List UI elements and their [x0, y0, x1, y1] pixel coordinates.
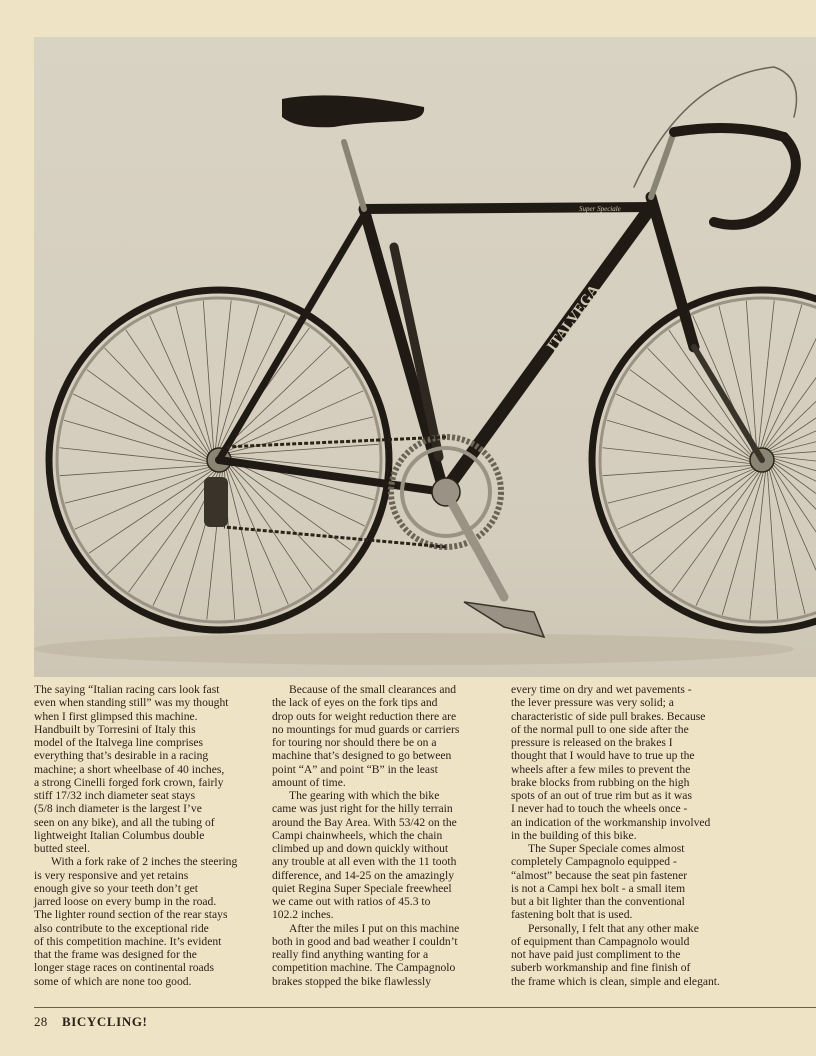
bicycle-photo [34, 37, 816, 677]
spoke [648, 348, 754, 459]
spoke [126, 330, 212, 457]
down-tube-decal: ITALVEGA [544, 282, 603, 355]
spoke [669, 330, 755, 457]
paragraph: With a fork rake of 2 inches the steering is very responsive and yet retains enough give so your teeth don’t get jarred loose on every bump in the road. The lighter round section of the rear stays also contribute to the exceptional ride of this competition machine. It’s evident that the frame was designed for the longer stage races on continental roads some of which are none too good. [34, 855, 238, 988]
paragraph: The gearing with which the bike came was just right for the hilly terrain around the Bay Area. With 53/42 on the Campi chainwheels, which the chain climbed up and down quickly without any trouble at all even with the 11 tooth difference, and 14-25 on the amazingly quiet Regina Super Speciale freewheel we came out with ratios of 45.3 to 102.2 inches. [272, 789, 457, 922]
bicycle-frame [219, 142, 762, 492]
handlebars [634, 67, 797, 225]
spoke [87, 370, 211, 460]
paragraph: The saying “Italian racing cars look fast even when standing still” was my thought when I first glimpsed this machine. Handbuilt by Torresini of Italy this model of the Italvega line comprises everything that’s desirable in a racing machine; a short wheelbase of 40 inches, a strong Cinelli forged fork crown, fairly stiff 17/32 inch diameter seat stays (5/8 inch diameter is the largest I’ve seen on any bike), and all the tubing of lightweight Italian Columbus double butted steel. [34, 683, 229, 855]
pedal [464, 602, 544, 637]
page-number: 28 [34, 1014, 48, 1029]
bicycle-illustration [34, 37, 816, 677]
seat-stay [219, 215, 364, 460]
paragraph: every time on dry and wet pavements - the lever pressure was very solid; a characteristic of side pull brakes. Because of the normal pull to one side after the pressure is released on the brakes I thought that I would have to true up the wheels after a few miles to prevent the brake blocks from rubbing on the high spots of an out of true rim but as it was I never had to touch the wheels once - an indication of the workmanship involved in the building of this bike. [511, 683, 711, 842]
paragraph: After the miles I put on this machine both in good and bad weather I couldn’t really find anything wanting for a competition machine. The Campagnolo brakes stopped the bike flawlessly [272, 921, 460, 988]
article-column-1 [34, 683, 266, 988]
spoke [75, 467, 215, 529]
spoke [767, 466, 778, 619]
paragraph: The Super Speciale comes almost completely Campagnolo equipped - “almost” because the seat pin fastener is not a Campi hex bolt - a small item but a bit lighter than the conventional fastening bolt that is used. [511, 842, 688, 922]
spoke [618, 467, 758, 529]
magazine-name: BICYCLING! [62, 1014, 148, 1029]
spoke [603, 465, 756, 476]
spoke [672, 468, 762, 592]
spoke [768, 444, 816, 455]
paragraph: Personally, I felt that any other make of equipment than Campagnolo would not have paid just compliment to the suberb workmanship and fine finish of the frame which is clean, simple and elegant. [511, 921, 720, 988]
spoke [105, 348, 211, 459]
spoke [761, 314, 816, 452]
spoke [650, 468, 761, 574]
rear-derailleur [204, 477, 228, 527]
front-wheel [592, 290, 816, 630]
spoke [226, 464, 288, 604]
spoke [765, 367, 816, 453]
spoke [632, 468, 759, 554]
saddle [282, 95, 424, 127]
article-column-2 [272, 683, 504, 988]
spoke [150, 316, 212, 456]
spoke [227, 463, 313, 590]
fork-blade [694, 347, 762, 460]
spoke [222, 367, 349, 453]
spoke [60, 465, 213, 476]
chain [224, 437, 446, 547]
spoke [107, 468, 218, 574]
spoke [203, 301, 214, 454]
spoke [770, 457, 816, 499]
floor-shadow [34, 633, 794, 665]
spoke [89, 468, 216, 554]
footer-rule [34, 1007, 816, 1008]
article-column-3 [511, 683, 761, 988]
top-tube-decal: Super Speciale [579, 205, 621, 213]
paragraph: Because of the small clearances and the lack of eyes on the fork tips and drop outs for weight reduction there are no mountings for mud guards or carriers for touring nor should there be on a machine that’s designed to go between point “A” and point “B” in the least amount of time. [272, 683, 460, 789]
seat-post [344, 142, 364, 209]
